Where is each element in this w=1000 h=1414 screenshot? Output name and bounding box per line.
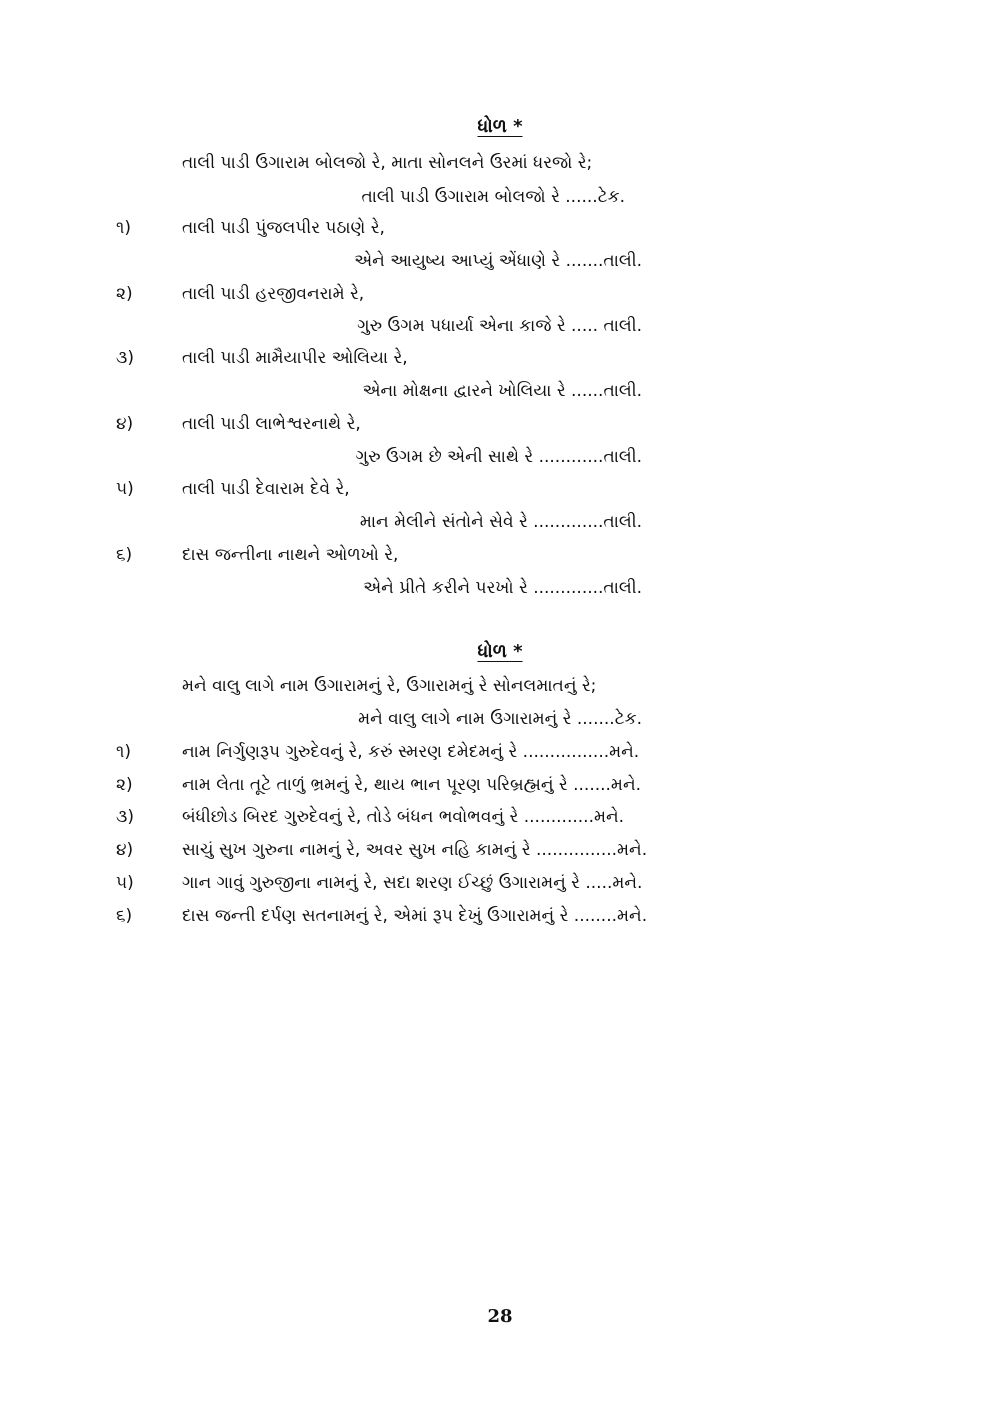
song1-verse1-line2: એને આયુષ્ય આપ્યું એંધાણે રે .......તાલી. <box>354 251 642 271</box>
song1-verse4-line1: તાલી પાડી લાભેશ્વરનાથે રે, <box>182 414 361 434</box>
song1-verse1-number: ૧) <box>116 218 131 238</box>
song1-refrain-line1: તાલી પાડી ઉગારામ બોલજો રે, માતા સોનલને ઉરમાં ધરજો રે; <box>182 153 593 173</box>
page-number: 28 <box>487 1306 513 1327</box>
song2-verse4-text: સાચું સુખ ગુરુના નામનું રે, અવર સુખ નહિ કામનું રે ...............મને. <box>182 840 648 860</box>
song2-verse4-number: ૪) <box>116 840 134 860</box>
song1-verse3-line2: એના મોક્ષના દ્વારને ખોલિયા રે ......તાલી. <box>362 381 642 401</box>
song1-verse3-line1: તાલી પાડી મામૈયાપીર ઓલિયા રે, <box>182 348 408 368</box>
song1-verse2-line2: ગુરુ ઉગમ પધાર્યા એના કાજે રે ..... તાલી. <box>357 316 642 336</box>
song1-verse6-number: ૬) <box>116 545 133 565</box>
song1-verse3-number: ૩) <box>116 348 134 368</box>
song2-refrain-line2: મને વાલુ લાગે નામ ઉગારામનું રે .......ટેક. <box>358 709 642 729</box>
song2-verse1-text: નામ નિર્ગુણરૂપ ગુરુદેવનું રે, કરું સ્મરણ દમેદમનું રે ................મને. <box>182 742 640 762</box>
song1-verse4-number: ૪) <box>116 414 134 434</box>
song2-verse3-text: બંધીછોડ બિરદ ગુરુદેવનું રે, તોડે બંધન ભવોભવનું રે .............મને. <box>182 807 625 827</box>
song1-refrain-line2: તાલી પાડી ઉગારામ બોલજો રે ......ટેક. <box>361 187 625 207</box>
song1-verse4-line2: ગુરુ ઉગમ છે એની સાથે રે ............તાલી. <box>355 447 642 467</box>
song1-verse6-line2: એને પ્રીતે કરીને પરખો રે .............તાલી. <box>363 578 642 598</box>
song1-verse5-line1: તાલી પાડી દેવારામ દેવે રે, <box>182 479 350 499</box>
song2-verse3-number: ૩) <box>116 807 134 827</box>
song2-verse5-text: ગાન ગાવું ગુરુજીના નામનું રે, સદા શરણ ઈચ્છું ઉગારામનું રે .....મને. <box>182 873 643 893</box>
song1-verse5-number: ૫) <box>116 479 134 499</box>
song2-verse2-number: ૨) <box>116 775 133 795</box>
song2-verse6-number: ૬) <box>116 906 133 926</box>
song2-refrain-line1: મને વાલુ લાગે નામ ઉગારામનું રે, ઉગારામનું રે સોનલમાતનું રે; <box>182 676 597 696</box>
song1-verse2-number: ૨) <box>116 284 133 304</box>
song2-verse1-number: ૧) <box>116 742 131 762</box>
song1-verse2-line1: તાલી પાડી હરજીવનરામે રે, <box>182 284 365 304</box>
song1-verse6-line1: દાસ જન્તીના નાથને ઓળખો રે, <box>182 545 399 565</box>
song1-heading: ધોળ * <box>477 116 523 137</box>
song2-verse2-text: નામ લેતા તૂટે તાળું ભ્રમનું રે, થાય ભાન પૂરણ પરિબ્રહ્મનું રે .......મને. <box>182 775 642 795</box>
song1-verse5-line2: માન મેલીને સંતોને સેવે રે .............તાલી. <box>359 512 642 532</box>
song2-verse5-number: ૫) <box>116 873 134 893</box>
song1-verse1-line1: તાલી પાડી પુંજલપીર પઠાણે રે, <box>182 218 385 238</box>
song2-heading: ધોળ * <box>477 641 523 662</box>
song2-verse6-text: દાસ જન્તી દર્પણ સતનામનું રે, એમાં રૂપ દેખું ઉગારામનું રે ........મને. <box>182 906 648 926</box>
